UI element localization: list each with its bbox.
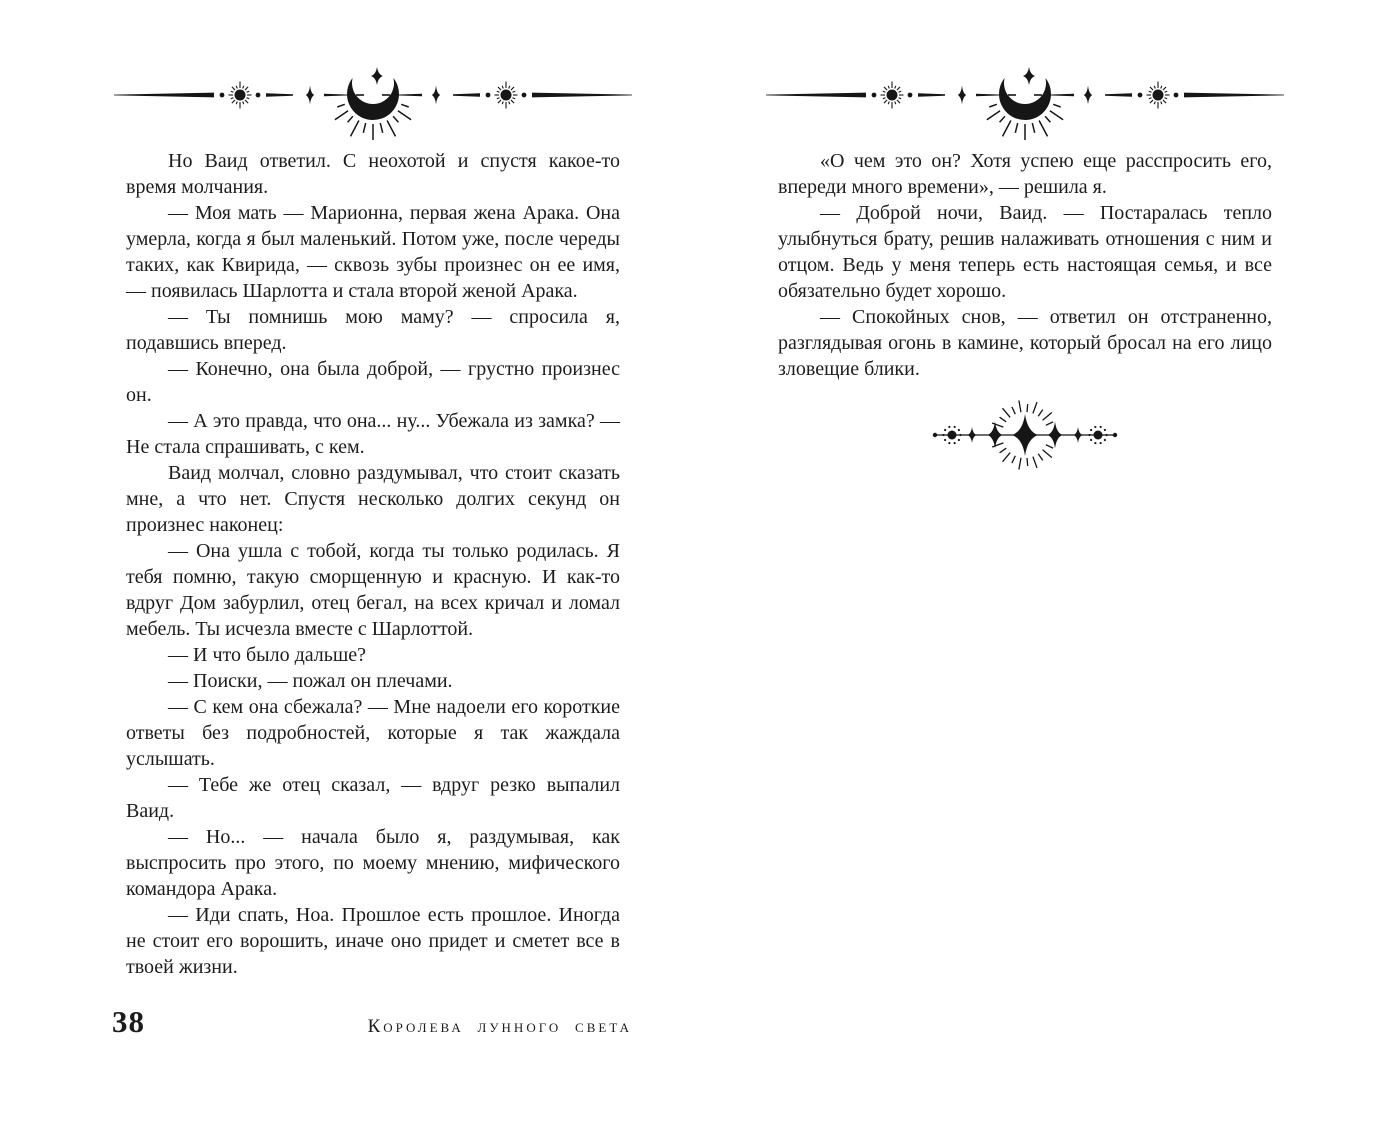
paragraph: Но Ваид ответил. С неохотой и спустя какое-то время молчания. [126, 150, 620, 198]
paragraph: — Поиски, — пожал он плечами. [168, 670, 453, 692]
paragraph: Ваид молчал, словно раздумывал, что стоит сказать мне, а что нет. Спустя несколько долгих секунд он произнес наконец: [126, 462, 620, 536]
paragraph: — Тебе же отец сказал, — вдруг резко выпалил Ваид. [126, 774, 620, 822]
paragraph: — С кем она сбежала? — Мне надоели его короткие ответы без подробностей, которые я так жаждала услышать. [126, 696, 620, 770]
paragraph: — А это правда, что она... ну... Убежала из замка? — Не стала спрашивать, с кем. [126, 410, 620, 458]
page-number: 38 [112, 1004, 145, 1039]
page-left-text [126, 148, 620, 980]
star-divider-ornament [930, 393, 1120, 477]
page-right-text [778, 148, 1272, 382]
paragraph: — Ты помнишь мою маму? — спросила я, подавшись вперед. [126, 306, 620, 354]
paragraph: — Она ушла с тобой, когда ты только родилась. Я тебя помню, такую сморщенную и красную. И как-то вдруг Дом забурлил, отец бегал, на всех кричал и ломал мебель. Ты исчезла вместе с Шарлоттой. [126, 540, 620, 640]
paragraph: — Доброй ночи, Ваид. — Постаралась тепло улыбнуться брату, решив налаживать отношения с ним и отцом. Ведь у меня теперь есть настоящая семья, и все обязательно будет хорошо. [778, 202, 1272, 302]
crescent-moon-ornament [114, 62, 632, 150]
paragraph: «О чем это он? Хотя успею еще расспросить его, впереди много времени», — решила я. [778, 150, 1272, 198]
paragraph: — Иди спать, Ноа. Прошлое есть прошлое. Иногда не стоит его ворошить, иначе оно придет и сметет все в твоей жизни. [126, 904, 620, 978]
crescent-moon-ornament [766, 62, 1284, 150]
page-footer [112, 1004, 632, 1040]
paragraph: — Конечно, она была доброй, — грустно произнес он. [126, 358, 620, 406]
paragraph: — Моя мать — Марионна, первая жена Арака. Она умерла, когда я был маленький. Потом уже, после череды таких, как Квирида, — сквозь зубы произнес он ее имя, — появилась Шарлотта и стала второй женой Арака. [126, 202, 620, 302]
paragraph: — И что было дальше? [168, 644, 367, 666]
running-title: Королева лунного света [367, 1016, 632, 1037]
paragraph: — Но... — начала было я, раздумывая, как выспросить про этого, по моему мнению, мифического командора Арака. [126, 826, 620, 900]
paragraph: — Спокойных снов, — ответил он отстраненно, разглядывая огонь в камине, который бросал на его лицо зловещие блики. [778, 306, 1272, 380]
